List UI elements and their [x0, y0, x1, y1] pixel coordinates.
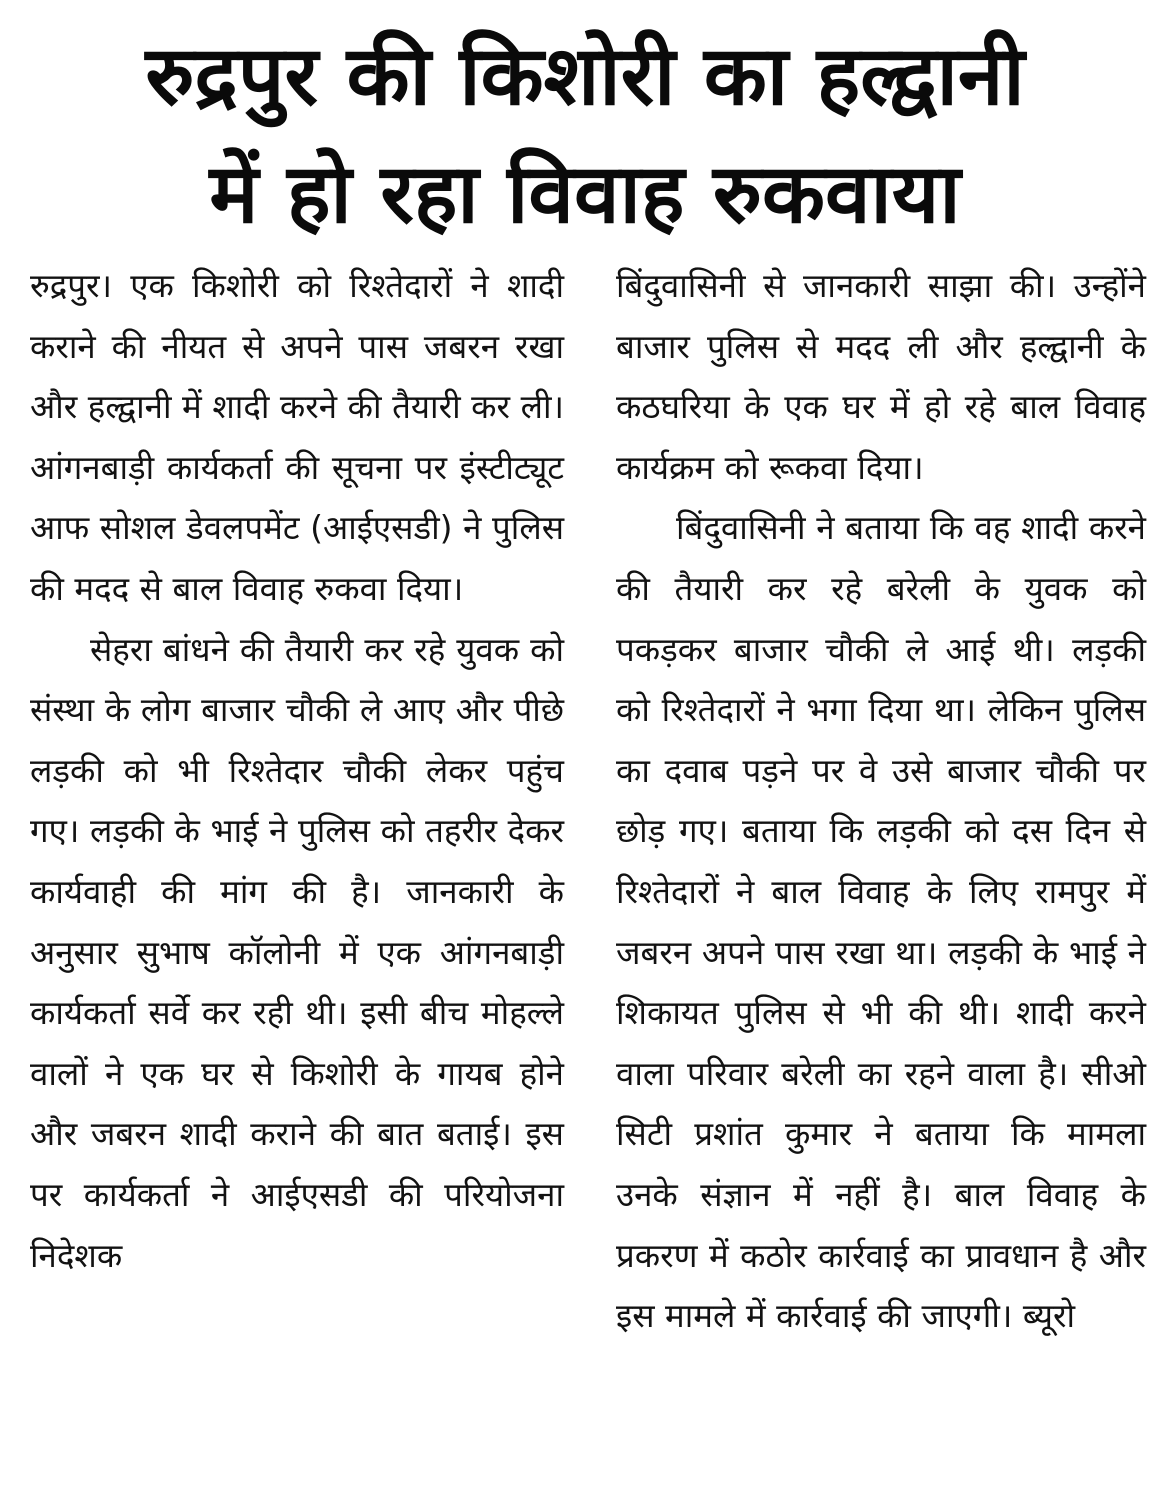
headline-line-1: रुद्रपुर की किशोरी का हल्द्वानी [145, 29, 1025, 124]
headline-line-2: में हो रहा विवाह रुकवाया [209, 147, 961, 242]
article-column-left [30, 256, 564, 1286]
article-headline [20, 18, 1150, 254]
left-paragraph-2: सेहरा बांधने की तैयारी कर रहे युवक को संस्था के लोग बाजार चौकी ले आए और पीछे लड़की को भी रिश्तेदार चौकी लेकर पहुंच गए। लड़की के भाई ने पुलिस को तहरीर देकर कार्यवाही की मांग की है। जानकारी के अनुसार सुभाष कॉलोनी में एक आंगनबाड़ी कार्यकर्ता सर्वे कर रही थी। इसी बीच मोहल्ले वालों ने एक घर से किशोरी के गायब होने और जबरन शादी कराने की बात बताई। इस पर कार्यकर्ता ने आईएसडी की परियोजना निदेशक [30, 629, 564, 1275]
left-paragraph-1: रुद्रपुर। एक किशोरी को रिश्तेदारों ने शादी कराने की नीयत से अपने पास जबरन रखा और हल्द्वानी में शादी करने की तैयारी कर ली। आंगनबाड़ी कार्यकर्ता की सूचना पर इंस्टीट्यूट आफ सोशल डेवलपमेंट (आईएसडी) ने पुलिस की मदद से बाल विवाह रुकवा दिया। [30, 266, 564, 608]
article-column-right [616, 256, 1146, 1347]
right-paragraph-2: बिंदुवासिनी ने बताया कि वह शादी करने की तैयारी कर रहे बरेली के युवक को पकड़कर बाजार चौकी ले आई थी। लड़की को रिश्तेदारों ने भगा दिया था। लेकिन पुलिस का दवाब पड़ने पर वे उसे बाजार चौकी पर छोड़ गए। बताया कि लड़की को दस दिन से रिश्तेदारों ने बाल विवाह के लिए रामपुर में जबरन अपने पास रखा था। लड़की के भाई ने शिकायत पुलिस से भी की थी। शादी करने वाला परिवार बरेली का रहने वाला है। सीओ सिटी प्रशांत कुमार ने बताया कि मामला उनके संज्ञान में नहीं है। बाल विवाह के प्रकरण में कठोर कार्रवाई का प्रावधान है और इस मामले में कार्रवाई की जाएगी। ब्यूरो [616, 508, 1146, 1336]
right-paragraph-1: बिंदुवासिनी से जानकारी साझा की। उन्होंने बाजार पुलिस से मदद ली और हल्द्वानी के कठघरिया के एक घर में हो रहे बाल विवाह कार्यक्रम को रूकवा दिया। [616, 266, 1146, 487]
